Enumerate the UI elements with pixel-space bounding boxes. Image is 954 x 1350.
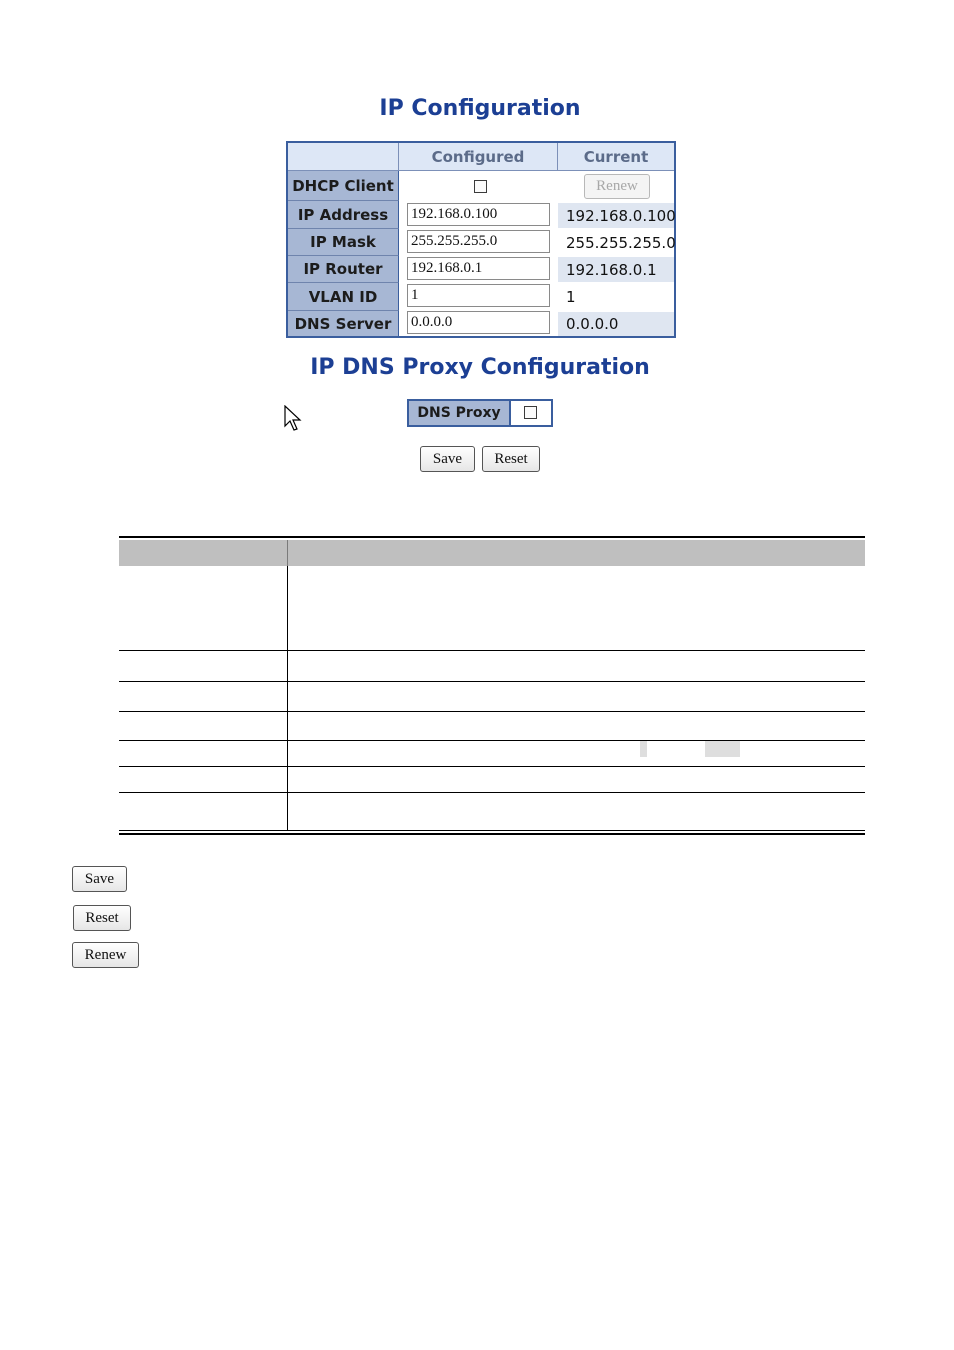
description-table-header-divider — [287, 540, 288, 566]
ip-address-input[interactable] — [407, 203, 550, 226]
ip-mask-current: 255.255.255.0 — [566, 233, 676, 252]
legend-save-button[interactable]: Save — [72, 866, 127, 892]
dns-server-current: 0.0.0.0 — [558, 312, 674, 336]
description-table-row-divider — [119, 681, 865, 682]
legend-renew-button[interactable]: Renew — [72, 942, 139, 968]
description-table-bottom-rule — [119, 830, 865, 831]
dns-proxy-title: IP DNS Proxy Configuration — [310, 355, 650, 380]
description-table-row-divider — [119, 792, 865, 793]
ip-mask-label: IP Mask — [288, 229, 399, 256]
ip-router-input[interactable] — [407, 257, 550, 280]
description-table-row-divider — [119, 711, 865, 712]
ip-configuration-table — [286, 141, 676, 338]
dhcp-client-checkbox[interactable] — [474, 180, 487, 193]
description-table-top-rule — [119, 536, 865, 538]
ip-address-label: IP Address — [288, 201, 399, 229]
header-configured: Configured — [399, 143, 558, 171]
highlight-mark — [640, 741, 647, 757]
vlan-id-input[interactable] — [407, 284, 550, 307]
highlight-mark — [705, 741, 740, 757]
description-table-header — [119, 540, 865, 566]
ip-address-current: 192.168.0.100 — [558, 203, 674, 228]
renew-button[interactable]: Renew — [584, 174, 650, 199]
save-button[interactable]: Save — [420, 446, 475, 472]
vlan-id-label: VLAN ID — [288, 283, 399, 311]
ip-mask-input[interactable] — [407, 230, 550, 253]
reset-button[interactable]: Reset — [482, 446, 540, 472]
dns-proxy-table — [407, 399, 553, 427]
dhcp-client-label: DHCP Client — [288, 171, 399, 201]
description-table-row-divider — [119, 766, 865, 767]
ip-router-label: IP Router — [288, 256, 399, 283]
mouse-pointer-icon — [284, 405, 302, 437]
description-table-row-divider — [119, 650, 865, 651]
legend-reset-button[interactable]: Reset — [73, 905, 131, 931]
dns-proxy-checkbox[interactable] — [524, 406, 537, 419]
dns-proxy-label: DNS Proxy — [409, 401, 511, 425]
header-current: Current — [558, 143, 674, 171]
dns-server-label: DNS Server — [288, 311, 399, 336]
ip-router-current: 192.168.0.1 — [558, 257, 674, 282]
ip-configuration-title: IP Configuration — [379, 96, 581, 121]
header-blank — [288, 143, 399, 171]
description-table-column-divider — [287, 566, 288, 830]
vlan-id-current: 1 — [566, 287, 576, 306]
description-table-row-divider — [119, 740, 865, 741]
description-table-bottom-rule — [119, 833, 865, 835]
dns-server-input[interactable] — [407, 311, 550, 334]
